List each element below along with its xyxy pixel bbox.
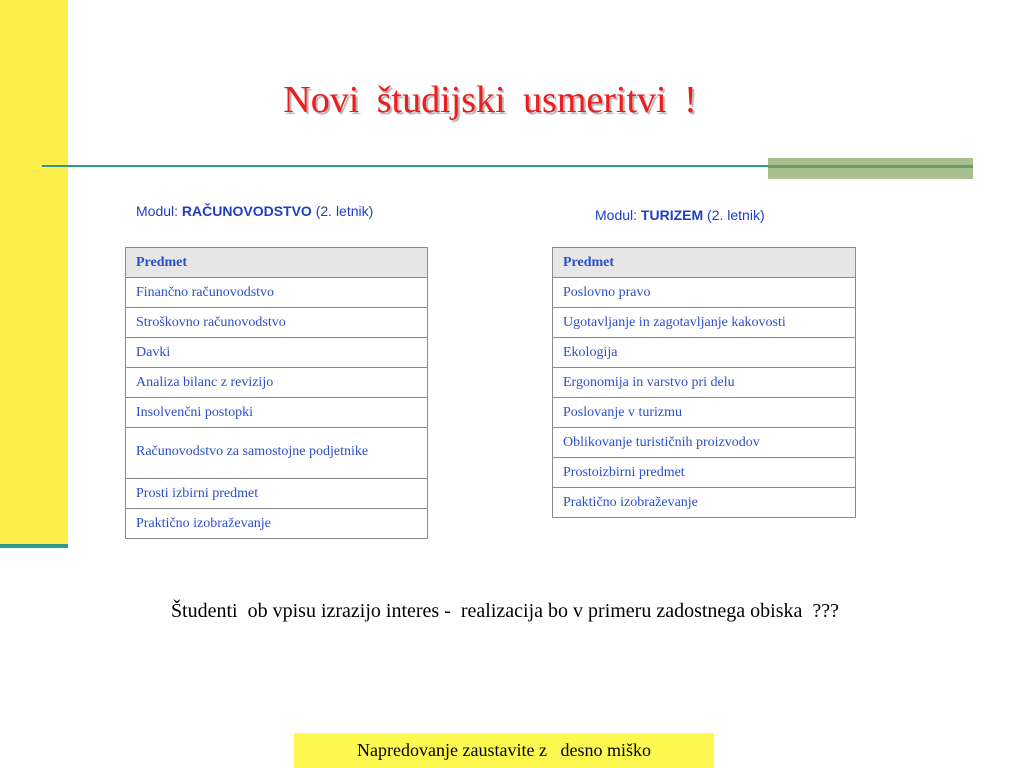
title-divider [42, 165, 782, 167]
module-prefix: Modul: [136, 203, 182, 219]
subject-cell: Ekologija [553, 338, 856, 368]
table-row [126, 338, 428, 368]
table-row [126, 308, 428, 338]
subject-cell: Poslovno pravo [553, 278, 856, 308]
table-row [126, 278, 428, 308]
subjects-table-turizem [552, 247, 856, 518]
table-row [126, 368, 428, 398]
table-row [553, 368, 856, 398]
table-row [553, 338, 856, 368]
subject-cell: Prostoizbirni predmet [553, 458, 856, 488]
subject-cell: Insolvenčni postopki [126, 398, 428, 428]
subject-cell: Praktično izobraževanje [553, 488, 856, 518]
column-header-predmet: Predmet [126, 248, 428, 278]
module-suffix: (2. letnik) [703, 207, 765, 223]
enrollment-note: Študenti ob vpisu izrazijo interes - realizacija bo v primeru zadostnega obiska ??? [170, 600, 840, 622]
module-prefix: Modul: [595, 207, 641, 223]
column-header-predmet: Predmet [553, 248, 856, 278]
subject-cell: Ergonomija in varstvo pri delu [553, 368, 856, 398]
table-row [553, 488, 856, 518]
module-caption-turizem [595, 207, 765, 223]
subject-cell: Praktično izobraževanje [126, 509, 428, 539]
table-header-row [553, 248, 856, 278]
table-row [126, 509, 428, 539]
subject-cell: Analiza bilanc z revizijo [126, 368, 428, 398]
module-name: RAČUNOVODSTVO [181, 203, 312, 219]
table-row [553, 398, 856, 428]
subject-cell: Davki [126, 338, 428, 368]
module-name: TURIZEM [640, 207, 704, 223]
table-row [126, 428, 428, 479]
subject-cell: Ugotavljanje in zagotavljanje kakovosti [553, 308, 856, 338]
subject-cell: Finančno računovodstvo [126, 278, 428, 308]
table-row [553, 278, 856, 308]
slide-title: Novi študijski usmeritvi ! [283, 79, 697, 121]
subject-cell: Oblikovanje turističnih proizvodov [553, 428, 856, 458]
subjects-table-racunovodstvo [125, 247, 428, 539]
table-row [553, 308, 856, 338]
decorative-title-block [768, 158, 973, 179]
table-header-row [126, 248, 428, 278]
subject-cell: Prosti izbirni predmet [126, 479, 428, 509]
subject-cell: Stroškovno računovodstvo [126, 308, 428, 338]
navigation-hint-bar: Napredovanje zaustavite z desno miško [294, 733, 714, 768]
table-row [126, 398, 428, 428]
table-row [126, 479, 428, 509]
module-caption-racunovodstvo [136, 203, 373, 219]
subject-cell: Poslovanje v turizmu [553, 398, 856, 428]
decorative-side-bar-edge [0, 544, 68, 548]
table-row [553, 458, 856, 488]
subject-cell: Računovodstvo za samostojne podjetnike [126, 428, 428, 479]
module-suffix: (2. letnik) [311, 203, 374, 219]
table-row [553, 428, 856, 458]
